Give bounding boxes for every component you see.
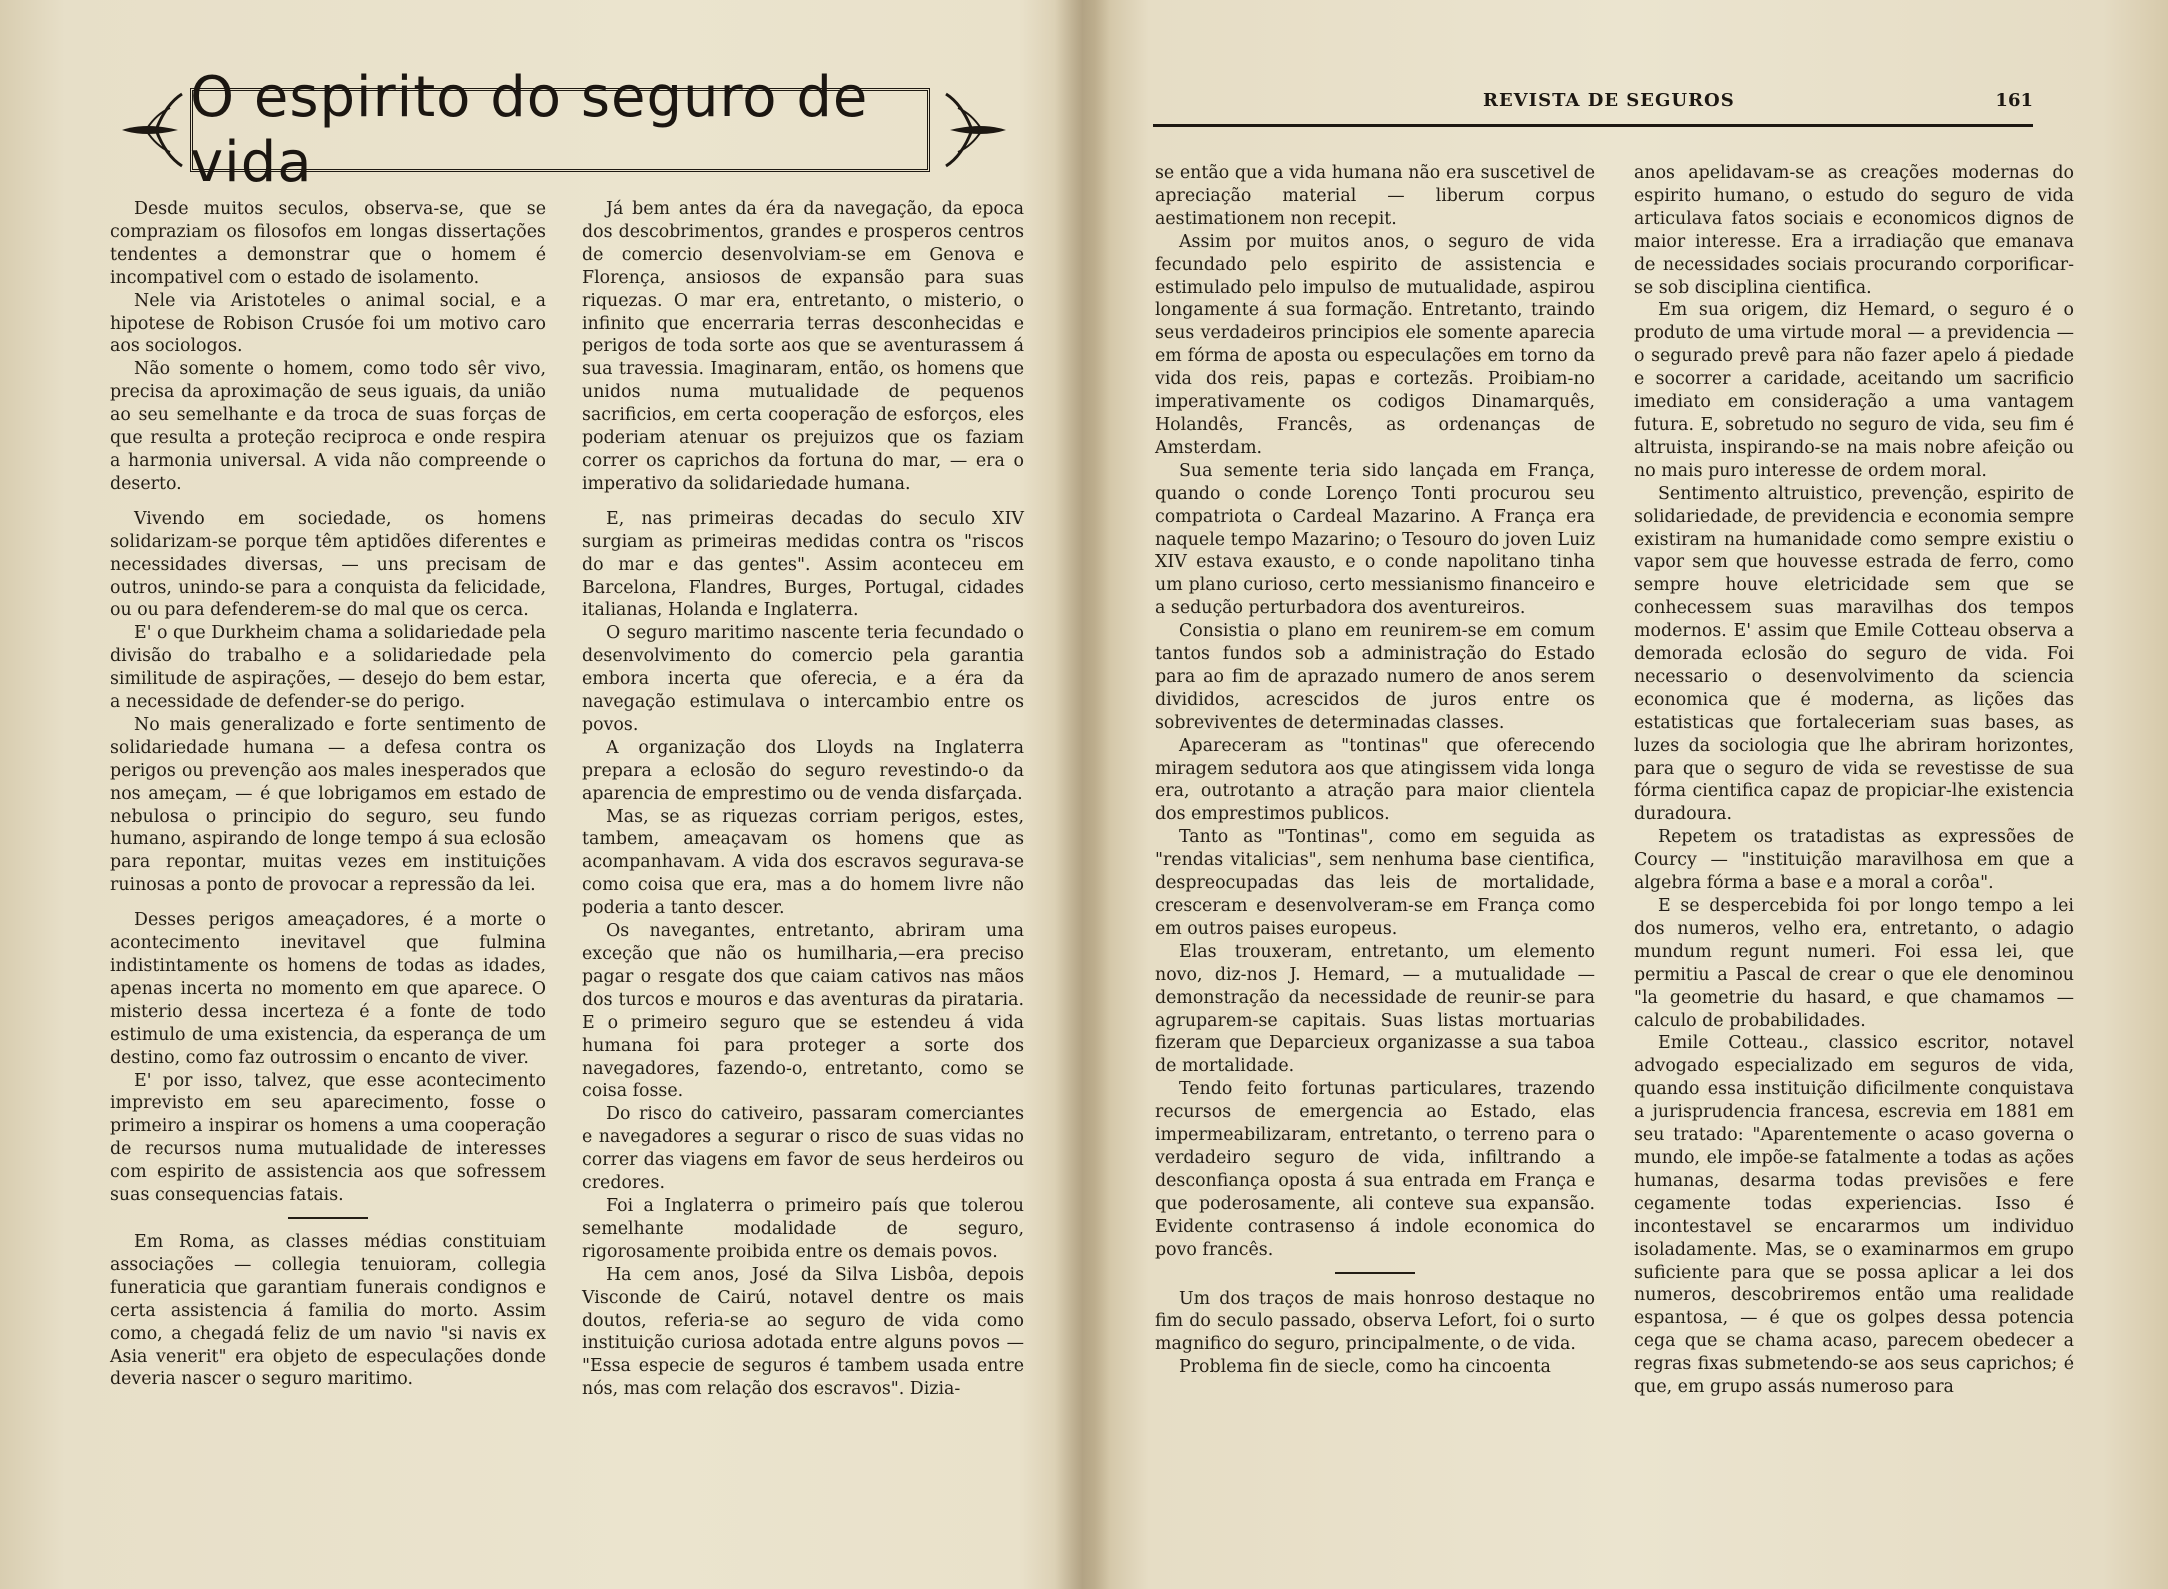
page-header — [1153, 86, 2033, 126]
paragraph: Sua semente teria sido lançada em França, quando o conde Lorenço Tonti procurou seu compatriota o Cardeal Mazarino. A França era naquele tempo Mazarino; o Tesouro do joven Luiz XIV estava exausto, e o conde napolitano tinha um plano curioso, certo messianismo financeiro e a sedução perturbadora dos aventureiros. — [1155, 460, 1595, 619]
paragraph: E' por isso, talvez, que esse acontecimento imprevisto em seu aparecimento, fosse o primeiro a inspirar os homens a uma cooperação de recursos numa mutualidade de interesses com espirito de assistencia aos que sofressem suas consequencias fatais. — [110, 1070, 546, 1206]
paragraph: Vivendo em sociedade, os homens solidarizam-se porque têm aptidões diferentes e necessidades diversas, — uns precisam de outros, unindo-se para a conquista da felicidade, ou ou para defenderem-se do mal que os cerca. — [110, 508, 546, 621]
paragraph: se então que a vida humana não era suscetivel de apreciação material — liberum corpus aestimationem non recepit. — [1155, 163, 1595, 229]
spacer — [110, 1207, 546, 1217]
paragraph: Já bem antes da éra da navegação, da epoca dos descobrimentos, grandes e prosperos centros de comercio desenvolviam-se em Genova e Florença, ansiosos de expansão para suas riquezas. O mar era, entretanto, o misterio, o infinito que encerraria terras desconhecidas e perigos de toda sorte aos que se aventurassem á sua travessia. Imaginaram, então, os homens que unidos numa mutualidade de pequenos sacrificios, em certa cooperação de esforços, eles poderiam atenuar os prejuizos que os faziam correr os caprichos da fortuna do mar, — era o imperativo da solidariedade humana. — [582, 199, 1024, 494]
right-ornament-icon — [942, 86, 1012, 174]
section-rule — [1335, 1272, 1415, 1274]
column-1 — [110, 198, 546, 1391]
paragraph: Tanto as "Tontinas", como em seguida as "rendas vitalicias", sem nenhuma base cientifica, despreocupadas das leis de mortalidade, cresceram e desenvolveram-se em França como em outros paises europeus. — [1155, 827, 1595, 939]
paragraph: Repetem os tratadistas as expressões de Courcy — "instituição maravilhosa em que a algebra fórma a base e a moral a corôa". — [1634, 827, 2074, 894]
paragraph: Consistia o plano em reunirem-se em comum tantos fundos sob a administração do Estado para ao fim de aprazado numero de anos serem divididos, acrescidos de juros entre os sobreviventes de determinadas classes. — [1155, 621, 1595, 733]
paragraph: Desde muitos seculos, observa-se, que se compraziam os filosofos em longas dissertações tendentes a demonstrar que o homem é incompativel com o estado de isolamento. — [110, 199, 546, 288]
paragraph: A organização dos Lloyds na Inglaterra prepara a eclosão do seguro revestindo-o da aparencia de emprestimo ou de venda disfarçada. — [582, 737, 1024, 804]
paragraph: Em Roma, as classes médias constituiam associações — collegia tenuioram, collegia funeraticia que garantiam funerais condignos e certa assistencia á familia do morto. Assim como, a chegadá feliz de um navio "si navis ex Asia venerit" era objeto de especulações donde deveria nascer o seguro maritimo. — [110, 1231, 546, 1390]
paragraph: Um dos traços de mais honroso destaque no fim do seculo passado, observa Lefort, foi o surto magnifico do seguro, principalmente, o de vida. — [1155, 1288, 1595, 1355]
paragraph: Assim por muitos anos, o seguro de vida fecundado pelo espirito de assistencia e estimulado pelo impulso de mutualidade, aspirou longamente á sua formação. Entretanto, traindo seus verdadeiros principios ele somente aparecia em fórma de aposta ou especulações em torno da vida dos reis, papas e cortezãs. Proibiam-no imperativamente os codigos Dinamarquês, Holandês, Francês, as ordenanças de Amsterdam. — [1155, 231, 1595, 458]
paragraph: Desses perigos ameaçadores, é a morte o acontecimento inevitavel que fulmina indistintamente os homens de todas as idades, apenas incerta no momento em que aparece. O misterio dessa incerteza é a fonte de todo estimulo de uma existencia, da esperança de um destino, como faz outrossim o encanto de viver. — [110, 910, 546, 1068]
paragraph: Não somente o homem, como todo sêr vivo, precisa da aproximação de seus iguais, da união ao seu semelhante e da troca de suas forças de que resulta a proteção reciproca e onde respira a harmonia universal. A vida não compreende o deserto. — [110, 359, 546, 494]
paragraph: No mais generalizado e forte sentimento de solidariedade humana — a defesa contra os perigos ou prevenção aos males inesperados que nos ameçam, — é que lobrigamos em estado de nebulosa o principio do seguro, seu fundo humano, aspirando de longe tempo á sua eclosão para repontar, muitas vezes em instituições ruinosas a ponto de provocar a repressão da lei. — [110, 714, 546, 896]
column-4 — [1634, 162, 2074, 1399]
article-title-block — [116, 65, 1026, 195]
column-3 — [1155, 162, 1595, 1379]
page-number: 161 — [1995, 90, 2033, 111]
article-title: O espirito do seguro de vida — [190, 65, 869, 195]
paragraph: Sentimento altruistico, prevenção, espirito de solidariedade, de previdencia e economia sempre existiram na humanidade como sempre existiu o vapor sem que houvesse estrada de ferro, como sempre houve eletricidade sem que se conhecessem suas maravilhas dos tempos modernos. E' assim que Emile Cotteau observa a demorada eclosão do seguro de vida. Foi necessario o desenvolvimento da sciencia economica que é moderna, as lições das estatisticas que fortaleceriam suas bases, as luzes da sociologia que lhe abriram horizontes, para que o seguro de vida se revestisse de sua fórma cientifica capaz de propiciar-lhe existencia duradoura. — [1634, 483, 2074, 825]
left-ornament-icon — [116, 86, 186, 174]
paragraph: Mas, se as riquezas corriam perigos, estes, tambem, ameaçavam os homens que as acompanhavam. A vida dos escravos segurava-se como coisa que era, mas a do homem livre não poderia a tanto descer. — [582, 806, 1024, 919]
running-head: REVISTA DE SEGUROS — [1483, 90, 1735, 111]
paragraph: E, nas primeiras decadas do seculo XIV surgiam as primeiras medidas contra os "riscos do mar e das gentes". Assim aconteceu em Barcelona, Flandres, Burges, Portugal, cidades italianas, Holanda e Inglaterra. — [582, 508, 1024, 621]
paragraph: Elas trouxeram, entretanto, um elemento novo, diz-nos J. Hemard, — a mutualidade — demonstração da necessidade de reunir-se para agruparem-se capitais. Suas listas mortuarias fizeram que Deparcieux organizasse a sua taboa de mortalidade. — [1155, 941, 1595, 1077]
paragraph: Foi a Inglaterra o primeiro país que tolerou semelhante modalidade de seguro, rigorosamente proibida entre os demais povos. — [582, 1195, 1024, 1262]
paragraph: E' o que Durkheim chama a solidariedade pela divisão do trabalho e a solidariedade pela similitude de aspirações, — desejo do bem estar, a necessidade de defender-se do perigo. — [110, 623, 546, 713]
paragraph: Emile Cotteau., classico escritor, notavel advogado especializado em seguros de vida, quando essa instituição dificilmente conquistava a jurisprudencia francesa, escrevia em 1881 em seu tratado: "Aparentemente o acaso governa o mundo, ele impõe-se fatalmente a todas as ações humanas, desarma todas previsões e fere cegamente todas experiencias. Isso é incontestavel se encararmos um individuo isoladamente. Mas, se o examinarmos em grupo suficiente para que se possa aplicar a lei dos numeros, descobriremos então uma realidade espantosa, — é que os golpes dessa potencia cega que se chama acaso, parecem obedecer a regras fixas submetendo-se aos seus caprichos; é que, em grupo assás numeroso para — [1634, 1033, 2074, 1398]
paragraph: O seguro maritimo nascente teria fecundado o desenvolvimento do comercio pela garantia embora incerta que oferecia, e a éra da navegação estimulava o intercambio entre os povos. — [582, 623, 1024, 735]
spacer — [1155, 1262, 1595, 1272]
paragraph: Apareceram as "tontinas" que oferecendo miragem sedutora aos que atingissem vida longa era, outrotanto a atração para maior clientela dos emprestimos publicos. — [1155, 735, 1595, 825]
paragraph: Nele via Aristoteles o animal social, e a hipotese de Robison Crusóe foi um motivo caro aos sociologos. — [110, 290, 546, 357]
paragraph: Em sua origem, diz Hemard, o seguro é o produto de uma virtude moral — a previdencia — o segurado prevê para não fazer apelo á piedade e socorrer a caridade, aceitando um sacrificio imediato em consideração a uma vantagem futura. E, sobretudo no seguro de vida, seu fim é altruista, inspirando-se na mais nobre afeição ou no mais puro interesse de ordem moral. — [1634, 300, 2074, 481]
book-gutter — [1055, 0, 1110, 1589]
header-rule — [1153, 124, 2033, 127]
paragraph: anos apelidavam-se as creações modernas do espirito humano, o estudo do seguro de vida articulava fatos sociais e economicos dignos de maior interesse. Era a irradiação que emanava de necessidades sociais procurando corporificar-se sob disciplina cientifica. — [1634, 163, 2074, 298]
paragraph: Ha cem anos, José da Silva Lisbôa, depois Visconde de Cairú, notavel dentre os mais doutos, referia-se ao seguro de vida como instituição curiosa adotada entre alguns povos — "Essa especie de seguros é tambem usada entre nós, mas com relação dos escravos". Dizia- — [582, 1264, 1024, 1400]
paragraph: E se despercebida foi por longo tempo a lei dos numeros, velho era, entretanto, o adagio mundum regunt numeri. Foi essa lei, que permitiu a Pascal de crear o que ele denominou "la geometrie du hasard, e que chamamos — calculo de probabilidades. — [1634, 896, 2074, 1031]
column-2 — [582, 198, 1024, 1401]
paragraph: Do risco do cativeiro, passaram comerciantes e navegadores a segurar o risco de suas vidas no correr das viagens em favor de seus herdeiros ou credores. — [582, 1104, 1024, 1194]
section-rule — [288, 1217, 368, 1219]
paragraph: Os navegantes, entretanto, abriram uma exceção que não os humilharia,—era preciso pagar o resgate dos que caiam cativos nas mãos dos turcos e mouros e das aventuras da pirataria. E o primeiro seguro que se estendeu á vida humana foi para proteger a sorte dos navegadores, fazendo-o, entretanto, como se coisa fosse. — [582, 921, 1024, 1102]
paragraph: Tendo feito fortunas particulares, trazendo recursos de emergencia ao Estado, elas impermeabilizaram, entretanto, o terreno para o verdadeiro seguro de vida, infiltrando a desconfiança oposta á sua entrada em França e que poderosamente, ali conteve sua expansão. Evidente contrasenso á indole economica do povo francês. — [1155, 1079, 1595, 1260]
paragraph: Problema fin de siecle, como ha cincoenta — [1179, 1357, 1551, 1378]
